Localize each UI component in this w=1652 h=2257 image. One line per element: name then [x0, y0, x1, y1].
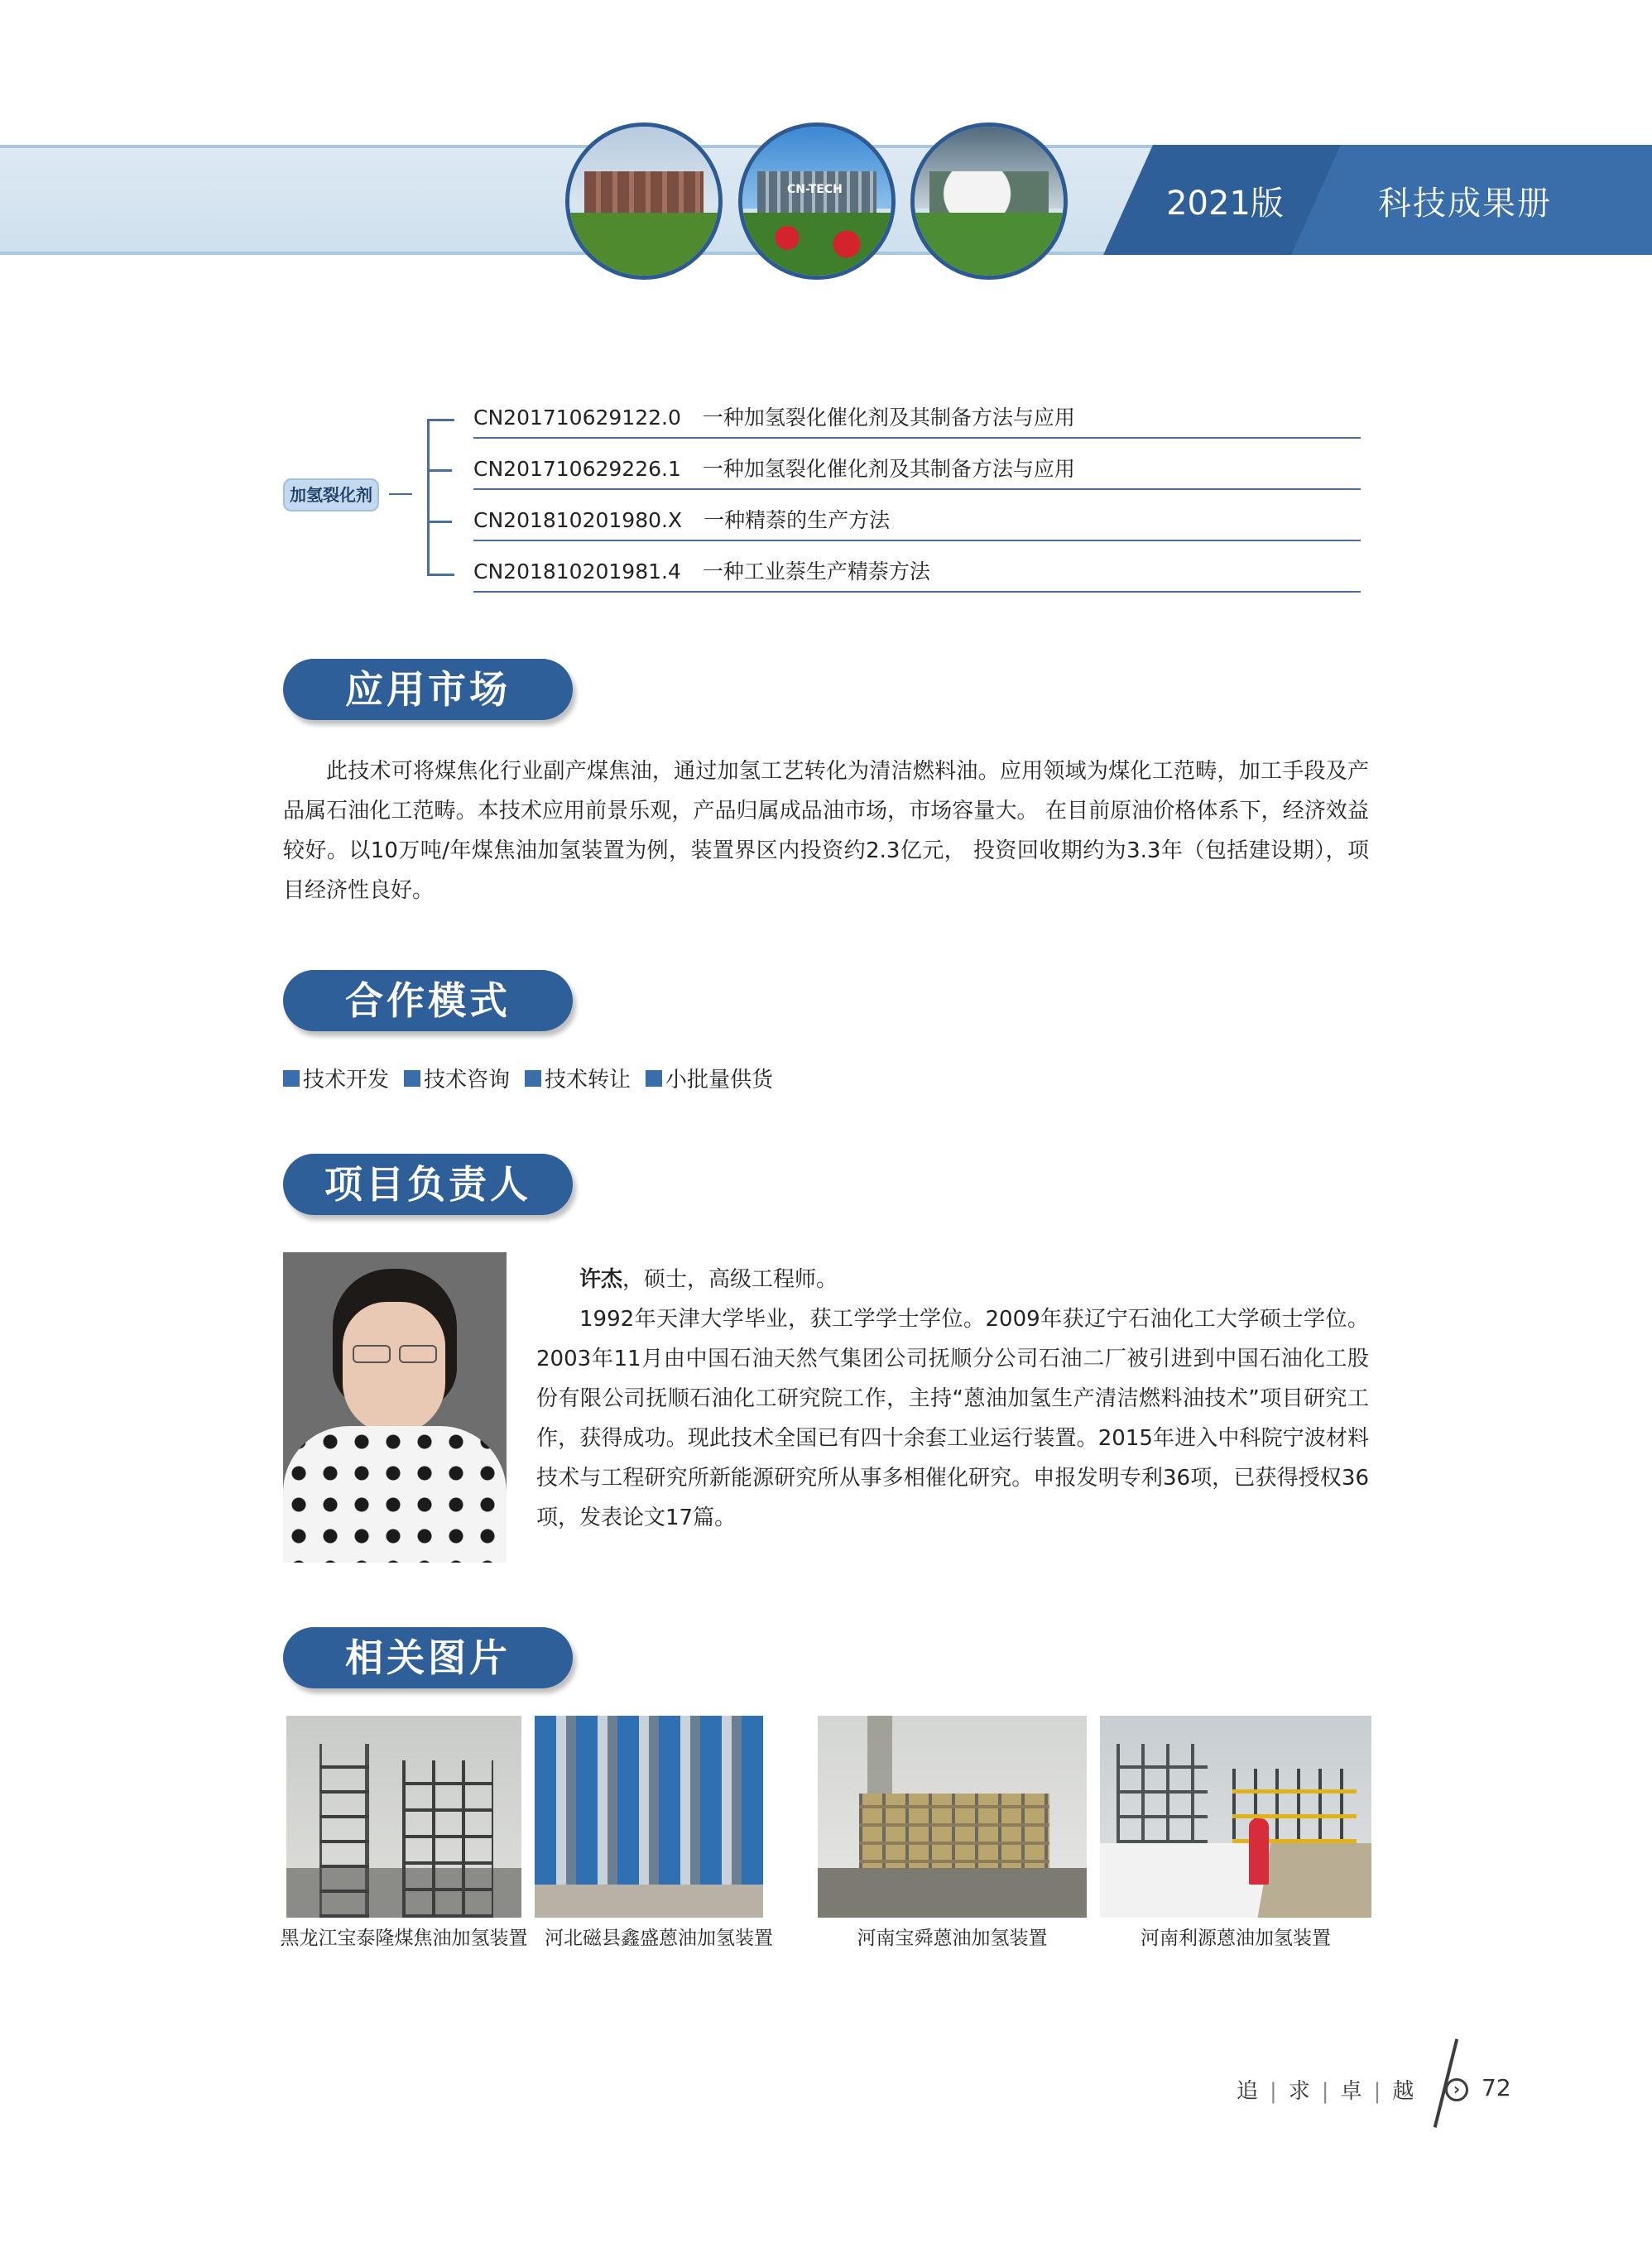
patent-title: 一种工业萘生产精萘方法 [702, 559, 930, 583]
leader-bio-text: 1992年天津大学毕业，获工学学士学位。2009年获辽宁石油化工大学硕士学位。2003年11月由中国石油天然气集团公司抚顺分公司石油二厂被引进到中国石油化工股份有限公司抚顺石油化工研究院工作，主持“蒽油加氢生产清洁燃料油技术”项目研究工作，获得成功。现此技术全国已有四十余套工业运行装置。2015年进入中科院宁波材料技术与工程研究所新能源研究所从事多相催化研究。申报发明专利36项，已获得授权36项，发表论文17篇。 [536, 1307, 1369, 1530]
photo-caption: 河南宝舜蒽油加氢装置 [857, 1928, 1048, 1949]
section-heading-leader: 项目负责人 [283, 1154, 573, 1215]
bracket-tick [427, 521, 452, 523]
cooperation-list [283, 1063, 773, 1093]
market-paragraph: 此技术可将煤焦化行业副产煤焦油，通过加氢工艺转化为清洁燃料油。应用领域为煤化工范畴，加工手段及产品属石油化工范畴。本技术应用前景乐观，产品归属成品油市场，市场容量大。 在目前原油价格体系下，经济效益较好。以10万吨/年煤焦油加氢装置为例，装置界区内投资约2.3亿元， 投资回收期约为3.3年（包括建设期），项目经济性良好。 [283, 759, 1369, 903]
campus-photo-3 [910, 122, 1068, 280]
patent-row [473, 399, 1361, 439]
plant-photo-4 [1100, 1716, 1371, 1918]
patent-title: 一种加氢裂化催化剂及其制备方法与应用 [702, 457, 1075, 481]
square-bullet-icon [646, 1070, 662, 1087]
edition-label: 2021版 [1166, 185, 1284, 223]
leader-bio [536, 1260, 1369, 1538]
leader-portrait [283, 1252, 507, 1563]
tag-connector [389, 493, 412, 495]
patent-title: 一种加氢裂化催化剂及其制备方法与应用 [702, 406, 1075, 430]
section-heading-market: 应用市场 [283, 659, 573, 720]
leader-name: 许杰 [579, 1267, 623, 1292]
section-heading-cooperation: 合作模式 [283, 970, 573, 1031]
chevron-right-icon: › [1445, 2078, 1468, 2101]
cooperation-item: 技术转让 [525, 1063, 631, 1093]
patent-title: 一种精萘的生产方法 [704, 508, 891, 532]
patent-row [473, 553, 1361, 593]
patent-bracket [427, 419, 454, 576]
cooperation-item: 技术咨询 [404, 1063, 510, 1093]
patent-row [473, 450, 1361, 490]
square-bullet-icon [283, 1070, 300, 1087]
page-number: 72 [1482, 2074, 1511, 2101]
patent-row [473, 502, 1361, 541]
book-title: 科技成果册 [1378, 185, 1552, 223]
cooperation-item: 技术开发 [283, 1063, 389, 1093]
campus-photo-1 [565, 122, 723, 280]
plant-photo-3 [818, 1716, 1087, 1918]
section-heading-pictures: 相关图片 [283, 1627, 573, 1688]
photo-caption: 黑龙江宝泰隆煤焦油加氢装置 [280, 1928, 528, 1949]
patent-number: CN201810201981.4 [473, 559, 681, 583]
patent-number: CN201810201980.X [473, 508, 683, 532]
cooperation-item: 小批量供货 [646, 1063, 773, 1093]
leader-title-line: 许杰，硕士，高级工程师。 [579, 1267, 838, 1292]
patent-number: CN201710629226.1 [473, 457, 681, 481]
footer-motto: 追 | 求 | 卓 | 越 [1237, 2079, 1416, 2104]
square-bullet-icon [525, 1070, 541, 1087]
plant-photo-1 [286, 1716, 521, 1918]
plant-photo-2 [535, 1716, 763, 1918]
patent-number: CN201710629122.0 [473, 406, 681, 430]
photo-caption: 河南利源蒽油加氢装置 [1141, 1928, 1331, 1949]
photo-caption: 河北磁县鑫盛蒽油加氢装置 [545, 1928, 773, 1949]
patent-category-tag: 加氢裂化剂 [283, 478, 379, 511]
campus-photo-2 [738, 122, 896, 280]
bracket-tick [427, 469, 452, 472]
square-bullet-icon [404, 1070, 420, 1087]
campus-sign-text: CN-TECH [787, 183, 843, 197]
